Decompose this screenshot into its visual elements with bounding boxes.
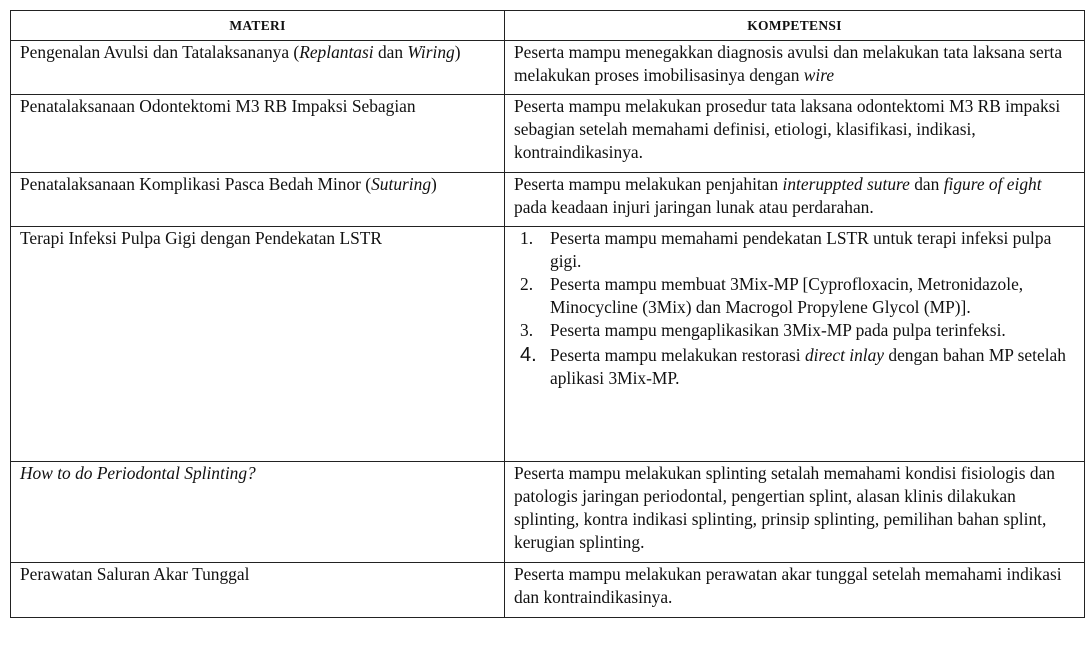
- table-row: [11, 227, 1085, 462]
- text-segment: Penatalaksanaan Komplikasi Pasca Bedah Minor (: [20, 174, 372, 194]
- text-segment: Pengenalan Avulsi dan Tatalaksananya (: [20, 42, 300, 62]
- text-segment: pada keadaan injuri jaringan lunak atau perdarahan.: [514, 197, 874, 217]
- italic-text: How to do Periodontal Splinting?: [20, 463, 256, 483]
- text-segment: Penatalaksanaan Odontektomi M3 RB Impaksi Sebagian: [20, 96, 416, 116]
- kompetensi-cell: [505, 173, 1085, 227]
- text-segment: Peserta mampu melakukan perawatan akar tunggal setelah memahami indikasi dan kontraindikasinya.: [514, 564, 1062, 607]
- list-item-number: 3.: [520, 320, 534, 340]
- competency-table: [10, 10, 1085, 618]
- kompetensi-list: [514, 227, 1076, 390]
- list-item-text: [550, 320, 1006, 340]
- list-item: [514, 319, 1076, 342]
- materi-cell: [11, 462, 505, 563]
- text-segment: Peserta mampu melakukan restorasi: [550, 345, 805, 365]
- materi-cell: [11, 227, 505, 462]
- kompetensi-cell: [505, 41, 1085, 95]
- italic-text: Suturing: [371, 174, 432, 194]
- list-item-number: 4.: [520, 344, 537, 366]
- text-segment: Peserta mampu menegakkan diagnosis avulsi dan melakukan tata laksana serta melakukan proses imobilisasinya dengan: [514, 42, 1063, 85]
- text-segment: dan: [909, 174, 944, 194]
- text-segment: Peserta mampu memahami pendekatan LSTR untuk terapi infeksi pulpa gigi.: [550, 228, 1052, 271]
- header-kompetensi: KOMPETENSI: [505, 11, 1085, 41]
- materi-cell: [11, 95, 505, 173]
- materi-cell: [11, 41, 505, 95]
- text-segment: dengan bahan MP setelah aplikasi 3Mix-MP.: [550, 345, 1066, 388]
- text-segment: Terapi Infeksi Pulpa Gigi dengan Pendekatan LSTR: [20, 228, 382, 248]
- kompetensi-cell: [505, 563, 1085, 618]
- table-row: [11, 563, 1085, 618]
- text-segment: Perawatan Saluran Akar Tunggal: [20, 564, 250, 584]
- list-item-number: 2.: [520, 274, 534, 294]
- text-segment: Peserta mampu melakukan splinting setalah memahami kondisi fisiologis dan patologis jaringan periodontal, pengertian splint, alasan klinis dilakukan splinting, kontra indikasi splinting, prinsip splinting, pemilihan bahan splint, kerugian splinting.: [514, 463, 1055, 552]
- table-row: [11, 173, 1085, 227]
- table-row: [11, 95, 1085, 173]
- italic-text: figure of eight: [943, 174, 1042, 194]
- kompetensi-cell: [505, 227, 1085, 462]
- text-segment: Peserta mampu melakukan penjahitan: [514, 174, 783, 194]
- text-segment: Peserta mampu mengaplikasikan 3Mix-MP pada pulpa terinfeksi.: [550, 320, 1006, 340]
- header-materi: MATERI: [11, 11, 505, 41]
- materi-cell: [11, 563, 505, 618]
- text-segment: Peserta mampu melakukan prosedur tata laksana odontektomi M3 RB impaksi sebagian setelah memahami definisi, etiologi, klasifikasi, indikasi, kontraindikasinya.: [514, 96, 1061, 162]
- italic-text: interuppted suture: [782, 174, 910, 194]
- italic-text: Replantasi: [299, 42, 374, 62]
- text-segment: ): [454, 42, 461, 62]
- list-item-text: [550, 228, 1051, 271]
- list-item-number: 1.: [520, 228, 534, 248]
- italic-text: Wiring: [407, 42, 455, 62]
- italic-text: direct inlay: [804, 345, 885, 365]
- list-item: [514, 344, 1076, 390]
- kompetensi-cell: [505, 95, 1085, 173]
- text-segment: Peserta mampu membuat 3Mix-MP [Cyprofloxacin, Metronidazole, Minocycline (3Mix) dan Macrogol Propylene Glycol (MP)].: [550, 274, 1024, 317]
- list-item: [514, 273, 1076, 319]
- header-row: [11, 11, 1085, 41]
- text-segment: ): [431, 174, 437, 194]
- materi-cell: [11, 173, 505, 227]
- list-item: [514, 227, 1076, 273]
- table-row: [11, 41, 1085, 95]
- list-item-text: [550, 274, 1023, 317]
- italic-text: wire: [803, 65, 835, 85]
- list-item-text: [550, 345, 1066, 388]
- text-segment: dan: [373, 42, 408, 62]
- kompetensi-cell: [505, 462, 1085, 563]
- table-row: [11, 462, 1085, 563]
